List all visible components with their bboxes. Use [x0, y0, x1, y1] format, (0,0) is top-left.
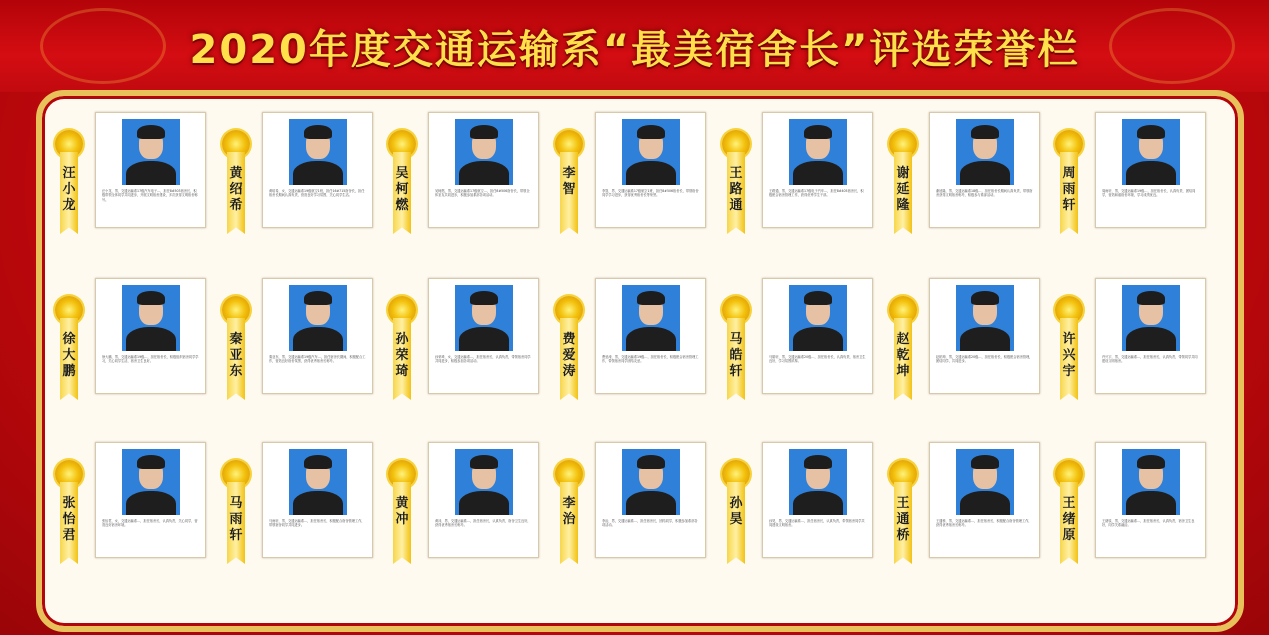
portrait-photo — [789, 285, 847, 351]
person-description: 张怡君，女，交通运输系…，担任宿舍长，认真负责，关心同学，营造良好宿舍环境。 — [102, 519, 198, 528]
person-description: 李智，男，交通运输系17级航空1班，担任8#506宿舍长，带领宿舍同学学习进步，获得优秀宿舍长等荣誉。 — [602, 189, 699, 198]
person-description: 吴柯燃，男，交通运输系17级航空…，担任8#506宿舍长，带领全体室友共同进步，积极参加系部各项活动。 — [435, 189, 530, 198]
portrait-photo — [289, 119, 347, 185]
portrait-photo — [455, 119, 513, 185]
person-card — [1095, 442, 1206, 558]
person-description: 汪小龙，男，交通运输系17级汽车电子…，担任8#503宿舍长，积极带领全体同学共同进步，开展文明宿舍建设，多次获得文明宿舍称号。 — [102, 189, 198, 202]
person-name: 王 通 桥 — [896, 496, 910, 543]
portrait-photo — [789, 119, 847, 185]
name-ribbon — [388, 460, 416, 564]
portrait-photo — [622, 285, 680, 351]
name-ribbon — [55, 130, 83, 234]
person-description: 王通桥，男，交通运输系…，担任宿舍长，积极配合宿舍管理工作，获得优秀宿舍长称号。 — [936, 519, 1032, 528]
person-card — [595, 442, 706, 558]
person-name: 赵 乾 坤 — [896, 332, 910, 379]
person-description: 王路通，男，交通运输系17级电子汽车…，担任8#405宿舍长，积极配合宿舍管理工作，获得优秀学生干部。 — [769, 189, 864, 198]
portrait-photo — [956, 285, 1014, 351]
portrait-photo — [622, 119, 680, 185]
name-ribbon — [222, 296, 250, 400]
portrait-photo — [956, 119, 1014, 185]
person-name: 周 雨 轩 — [1062, 166, 1076, 213]
person-card — [95, 442, 206, 558]
person-card — [762, 112, 873, 228]
person-name: 汪 小 龙 — [62, 166, 76, 213]
person-card — [929, 278, 1040, 394]
portrait-photo — [122, 285, 180, 351]
person-name: 许 兴 宇 — [1062, 332, 1076, 379]
name-ribbon — [222, 130, 250, 234]
person-description: 徐大鹏，男，交通运输系19级…，担任宿舍长，积极组织宿舍同学学习，关心同学生活，宿舍卫生良好。 — [102, 355, 199, 364]
person-card — [428, 278, 539, 394]
person-card — [595, 278, 706, 394]
portrait-photo — [622, 449, 680, 515]
person-name: 徐 大 鹏 — [62, 332, 76, 379]
portrait-photo — [789, 449, 847, 515]
person-card — [262, 442, 373, 558]
portrait-photo — [1122, 285, 1180, 351]
name-ribbon — [555, 460, 583, 564]
person-description: 孙荣琦，女，交通运输系…，担任宿舍长，认真负责，带领宿舍同学共同进步，积极参加各项活动。 — [435, 355, 531, 364]
name-ribbon — [722, 130, 750, 234]
portrait-photo — [289, 449, 347, 515]
person-name: 马 雨 轩 — [229, 496, 243, 543]
person-description: 王绪原，男，交通运输系…，担任宿舍长，认真负责，宿舍卫生良好，同学关系融洽。 — [1102, 519, 1195, 528]
name-ribbon — [889, 460, 917, 564]
name-ribbon — [722, 460, 750, 564]
person-description: 马雨轩，男，交通运输系…，担任宿舍长，积极配合宿舍管理工作，带领宿舍同学共同进步。 — [269, 519, 365, 528]
person-name: 王 绪 原 — [1062, 496, 1076, 543]
person-card — [428, 112, 539, 228]
person-card — [595, 112, 706, 228]
person-description: 赵乾坤，男，交通运输系20级…，担任宿舍长，积极配合宿舍管理，团结同学，共同进步。 — [936, 355, 1033, 364]
person-description: 李治，男，交通运输系…，担任宿舍长，团结同学，积极参加系部各项活动。 — [602, 519, 698, 528]
person-card — [929, 112, 1040, 228]
person-description: 周雨轩，男，交通运输系19级…，担任宿舍长，认真负责，团结同学，营造和谐宿舍环境，学习成绩优良。 — [1102, 189, 1196, 198]
person-name: 谢 延 隆 — [896, 166, 910, 213]
name-ribbon — [889, 130, 917, 234]
name-ribbon — [555, 130, 583, 234]
person-name: 黄 冲 — [395, 496, 409, 527]
person-name: 费 爱 涛 — [562, 332, 576, 379]
person-name: 马 皓 轩 — [729, 332, 743, 379]
person-card — [95, 278, 206, 394]
name-ribbon — [889, 296, 917, 400]
person-card — [762, 278, 873, 394]
name-ribbon — [1055, 460, 1083, 564]
person-name: 孙 昊 — [729, 496, 743, 527]
portrait-photo — [1122, 119, 1180, 185]
person-card — [262, 112, 373, 228]
name-ribbon — [55, 460, 83, 564]
person-card — [929, 442, 1040, 558]
name-ribbon — [555, 296, 583, 400]
person-name: 李 智 — [562, 166, 576, 197]
portrait-photo — [1122, 449, 1180, 515]
name-ribbon — [1055, 296, 1083, 400]
person-description: 黄冲，男，交通运输系…，担任宿舍长，认真负责，宿舍卫生良好，获得优秀宿舍长称号。 — [435, 519, 531, 528]
person-card — [95, 112, 206, 228]
portrait-photo — [122, 449, 180, 515]
person-name: 秦 亚 东 — [229, 332, 243, 379]
person-name: 张 怡 君 — [62, 496, 76, 543]
person-card — [762, 442, 873, 558]
person-name: 吴 柯 燃 — [395, 166, 409, 213]
portrait-photo — [289, 285, 347, 351]
person-card — [1095, 278, 1206, 394]
portrait-photo — [455, 285, 513, 351]
person-description: 许兴宇，男，交通运输系…，担任宿舍长，认真负责，带领同学共同建设文明宿舍。 — [1102, 355, 1198, 364]
name-ribbon — [722, 296, 750, 400]
person-description: 费爱涛，男，交通运输系19级…，担任宿舍长，积极配合宿舍管理工作，带领宿舍同学团结友爱。 — [602, 355, 699, 364]
person-card — [428, 442, 539, 558]
name-ribbon — [388, 130, 416, 234]
person-description: 马皓轩，男，交通运输系20级…，担任宿舍长，认真负责，宿舍卫生良好，学习氛围浓厚。 — [769, 355, 866, 364]
person-card — [262, 278, 373, 394]
person-card — [1095, 112, 1206, 228]
name-ribbon — [55, 296, 83, 400]
portrait-photo — [956, 449, 1014, 515]
portrait-photo — [455, 449, 513, 515]
name-ribbon — [1055, 130, 1083, 234]
person-name: 李 治 — [562, 496, 576, 527]
page-title: 2020年度交通运输系“最美宿舍长”评选荣誉栏 — [189, 27, 1080, 73]
person-name: 黄 绍 希 — [229, 166, 243, 213]
person-description: 谢延隆，男，交通运输系18级…，担任宿舍长期间认真负责，带领宿舍获得文明宿舍称号，积极参与系部活动。 — [936, 189, 1033, 198]
name-ribbon — [222, 460, 250, 564]
person-description: 黄绍希，女，交通运输系19级航空1班，担任16#715宿舍长，担任宿舍长期间认真负责，营造良好学习氛围，关心同学生活。 — [269, 189, 365, 198]
person-description: 秦亚东，男，交通运输系19级汽车…，担任宿舍长期间，积极配合工作，营造良好宿舍氛围，获得优秀宿舍长称号。 — [269, 355, 366, 364]
person-name: 王 路 通 — [729, 166, 743, 213]
person-description: 孙昊，男，交通运输系…，担任宿舍长，认真负责，带领宿舍同学共同建设文明宿舍。 — [769, 519, 865, 528]
portrait-photo — [122, 119, 180, 185]
person-name: 孙 荣 琦 — [395, 332, 409, 379]
name-ribbon — [388, 296, 416, 400]
